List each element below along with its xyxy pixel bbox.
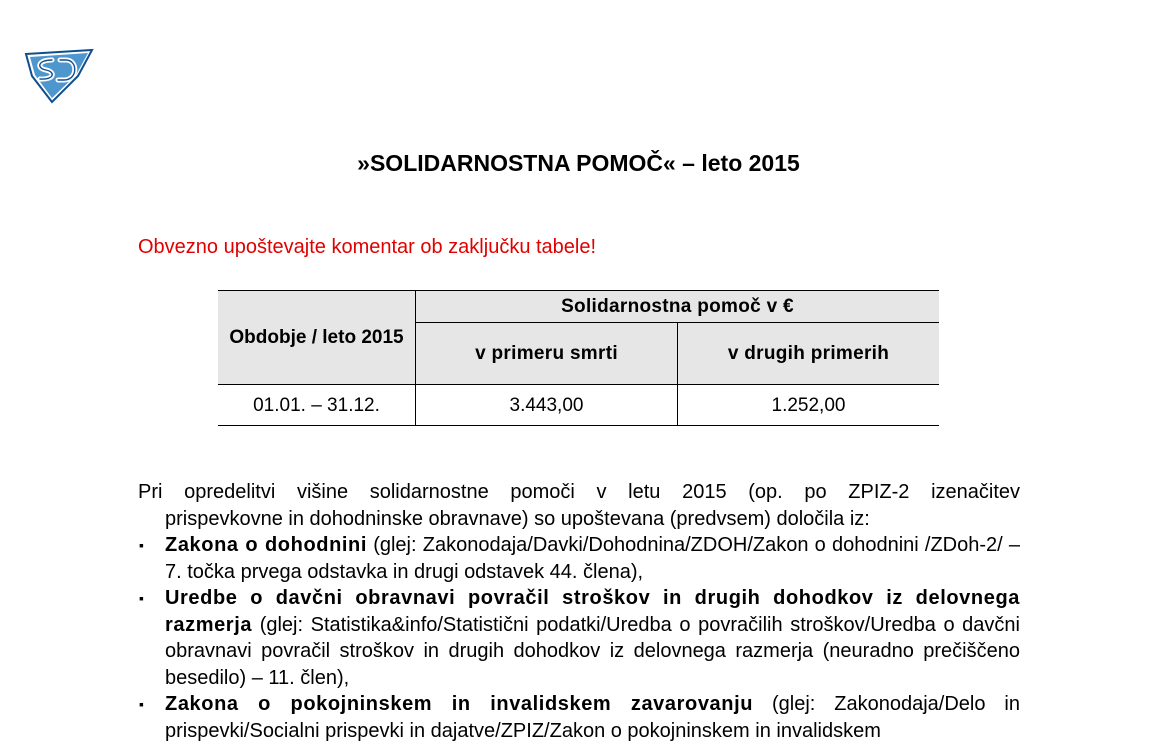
list-item bbox=[138, 585, 1020, 691]
law-name: Zakona o dohodnini bbox=[165, 534, 368, 556]
cell-other-amount: 1.252,00 bbox=[678, 385, 940, 426]
law-reference: (glej: Zakonodaja/Davki/Dohodnina/ZDOH/Zakon o dohodnini /ZDoh-2/ – 7. točka prvega odstavka in drugi odstavek 44. člena), bbox=[165, 534, 1020, 583]
bullet-icon: ▪ bbox=[139, 537, 144, 553]
body-text bbox=[138, 479, 1020, 743]
intro-line-2: prispevkovne in dohodninske obravnave) so upoštevana (predvsem) določila iz: bbox=[165, 507, 870, 530]
list-item bbox=[138, 691, 1020, 743]
header-group: Solidarnostna pomoč v € bbox=[416, 291, 940, 323]
list-item bbox=[138, 532, 1020, 585]
solidarity-aid-table bbox=[218, 290, 939, 426]
law-reference: (glej: Zakonodaja/Delo in prispevki/Socialni prispevki in dajatve/ZPIZ/Zakon o pokojninskem in invalidskem bbox=[165, 693, 1020, 742]
cell-death-amount: 3.443,00 bbox=[416, 385, 678, 426]
intro-paragraph bbox=[138, 479, 1020, 532]
header-other: v drugih primerih bbox=[678, 323, 940, 385]
sd-shield-logo-icon bbox=[22, 46, 96, 104]
law-name: Uredbe o davčni obravnavi povračil stroškov in drugih dohodkov iz delovnega razmerja bbox=[165, 587, 1020, 636]
cell-period: 01.01. – 31.12. bbox=[218, 385, 416, 426]
header-death: v primeru smrti bbox=[416, 323, 678, 385]
law-list bbox=[138, 532, 1020, 743]
page-title: »SOLIDARNOSTNA POMOČ« – leto 2015 bbox=[357, 150, 800, 176]
law-reference: (glej: Statistika&info/Statistični podatki/Uredba o povračilih stroškov/Uredba o davčni obravnavi povračil stroškov in drugih dohodkov iz delovnega razmerja (neuradno prečiščeno besedilo) – 11. člen), bbox=[165, 613, 1020, 689]
law-name: Zakona o pokojninskem in invalidskem zavarovanju bbox=[165, 693, 754, 715]
intro-line-1: Pri opredelitvi višine solidarnostne pomoči v letu 2015 (op. po ZPIZ-2 izenačitev bbox=[138, 481, 1020, 503]
header-period: Obdobje / leto 2015 bbox=[218, 291, 416, 385]
table-row bbox=[218, 385, 939, 426]
bullet-icon: ▪ bbox=[139, 590, 144, 606]
warning-note: Obvezno upoštevajte komentar ob zaključku tabele! bbox=[138, 236, 597, 258]
bullet-icon: ▪ bbox=[139, 696, 144, 712]
